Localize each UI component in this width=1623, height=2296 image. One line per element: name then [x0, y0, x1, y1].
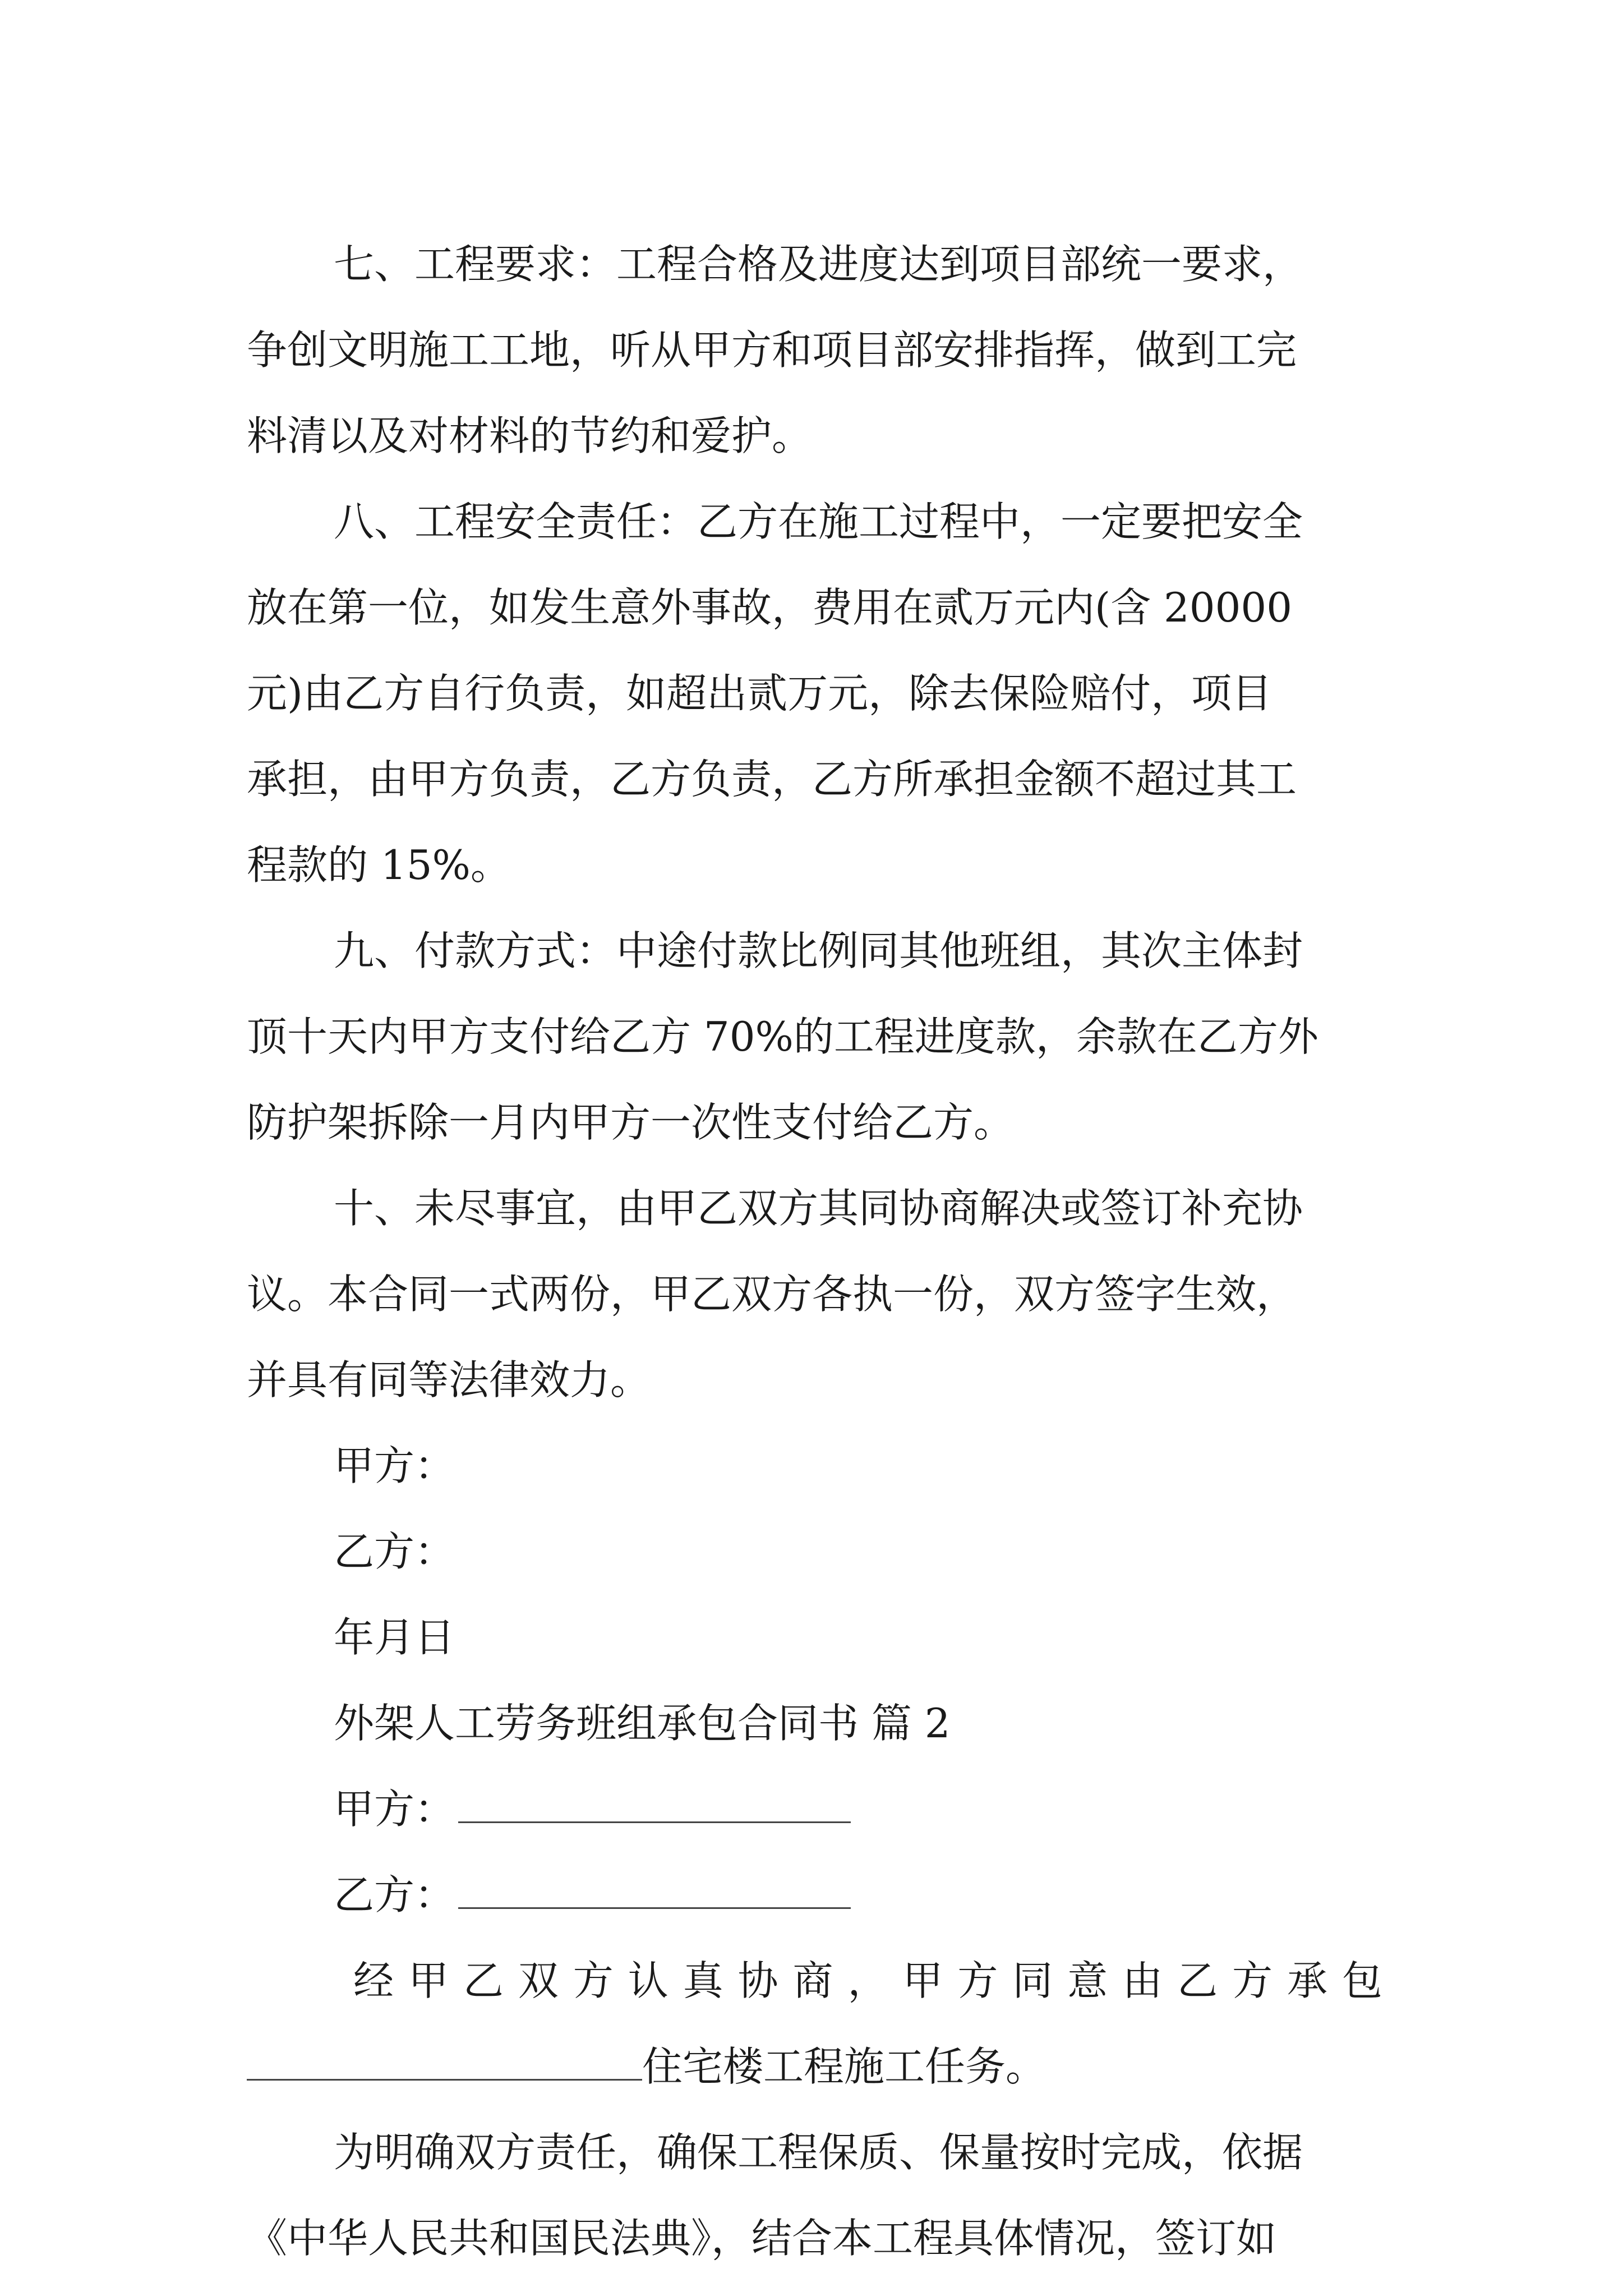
agreement-char: 意 [1067, 1957, 1108, 2004]
clause-9-line-2: 顶十天内甲方支付给乙方 70%的工程进度款，余款在乙方外 [247, 1013, 1318, 1060]
agreement-char: 甲 [408, 1957, 449, 2004]
section-2-title: 外架人工劳务班组承包合同书 篇 2 [334, 1700, 951, 1747]
agreement-char: 经 [353, 1957, 394, 2004]
clause-7-line-3: 料清以及对材料的节约和爱护。 [247, 412, 813, 459]
party-b-field [247, 1852, 1382, 1938]
party-b-blank [458, 1874, 851, 1909]
agreement-char: 乙 [463, 1957, 504, 2004]
clause-9-line-3: 防护架拆除一月内甲方一次性支付给乙方。 [247, 1099, 1015, 1146]
agreement-char: 方 [957, 1957, 998, 2004]
clause-10-line-3: 并具有同等法律效力。 [247, 1356, 651, 1404]
clause-9-line-1: 九、付款方式：中途付款比例同其他班组，其次主体封 [334, 927, 1303, 974]
date-label: 年月日 [334, 1614, 455, 1661]
party-a-field [247, 1766, 1382, 1852]
agreement-char: 乙 [1177, 1957, 1218, 2004]
agreement-char: 由 [1122, 1957, 1163, 2004]
party-a-field-label: 甲方： [334, 1786, 455, 1833]
agreement-char: 双 [518, 1957, 559, 2004]
party-b-field-label: 乙方： [334, 1871, 455, 1918]
agreement-char: 包 [1341, 1957, 1382, 2004]
agreement-char: 商 [792, 1957, 833, 2004]
agreement-line-2-text: 住宅楼工程施工任务。 [642, 2043, 1046, 2090]
party-b-label: 乙方： [334, 1528, 455, 1575]
agreement-char: 甲 [902, 1957, 943, 2004]
purpose-line-2: 《中华人民共和国民法典》，结合本工程具体情况，签订如 [247, 2215, 1277, 2262]
purpose-line-1: 为明确双方责任，确保工程保质、保量按时完成，依据 [334, 2129, 1303, 2176]
clause-8-line-3: 元)由乙方自行负责，如超出贰万元，除去保险赔付，项目 [247, 670, 1272, 717]
agreement-char: 同 [1012, 1957, 1053, 2004]
agreement-char: 真 [683, 1957, 723, 2004]
clause-8-line-1: 八、工程安全责任：乙方在施工过程中，一定要把安全 [334, 498, 1303, 545]
clause-8-line-5: 程款的 15%。 [247, 841, 511, 889]
agreement-char: ， [847, 1957, 888, 2004]
party-a-label: 甲方： [334, 1442, 455, 1489]
agreement-line-1 [247, 1938, 1382, 2024]
clause-8-line-4: 承担，由甲方负责，乙方负责，乙方所承担金额不超过其工 [247, 756, 1297, 803]
clause-10-line-2: 议。本合同一式两份，甲乙双方各执一份，双方签字生效， [247, 1271, 1297, 1318]
clause-7-line-1: 七、工程要求：工程合格及进度达到项目部统一要求， [334, 241, 1303, 288]
agreement-line-2 [247, 2024, 1382, 2110]
agreement-char: 方 [573, 1957, 614, 2004]
agreement-char: 认 [628, 1957, 668, 2004]
clause-8-line-2: 放在第一位，如发生意外事故，费用在贰万元内(含 20000 [247, 584, 1293, 631]
document-body [247, 222, 1382, 2281]
clause-7-line-2: 争创文明施工工地，听从甲方和项目部安排指挥，做到工完 [247, 326, 1297, 374]
agreement-char: 协 [737, 1957, 778, 2004]
project-name-blank [247, 2045, 642, 2081]
party-a-blank [458, 1788, 851, 1823]
agreement-char: 方 [1232, 1957, 1273, 2004]
clause-10-line-1: 十、未尽事宜，由甲乙双方其同协商解决或签订补充协 [334, 1185, 1303, 1232]
agreement-char: 承 [1287, 1957, 1327, 2004]
